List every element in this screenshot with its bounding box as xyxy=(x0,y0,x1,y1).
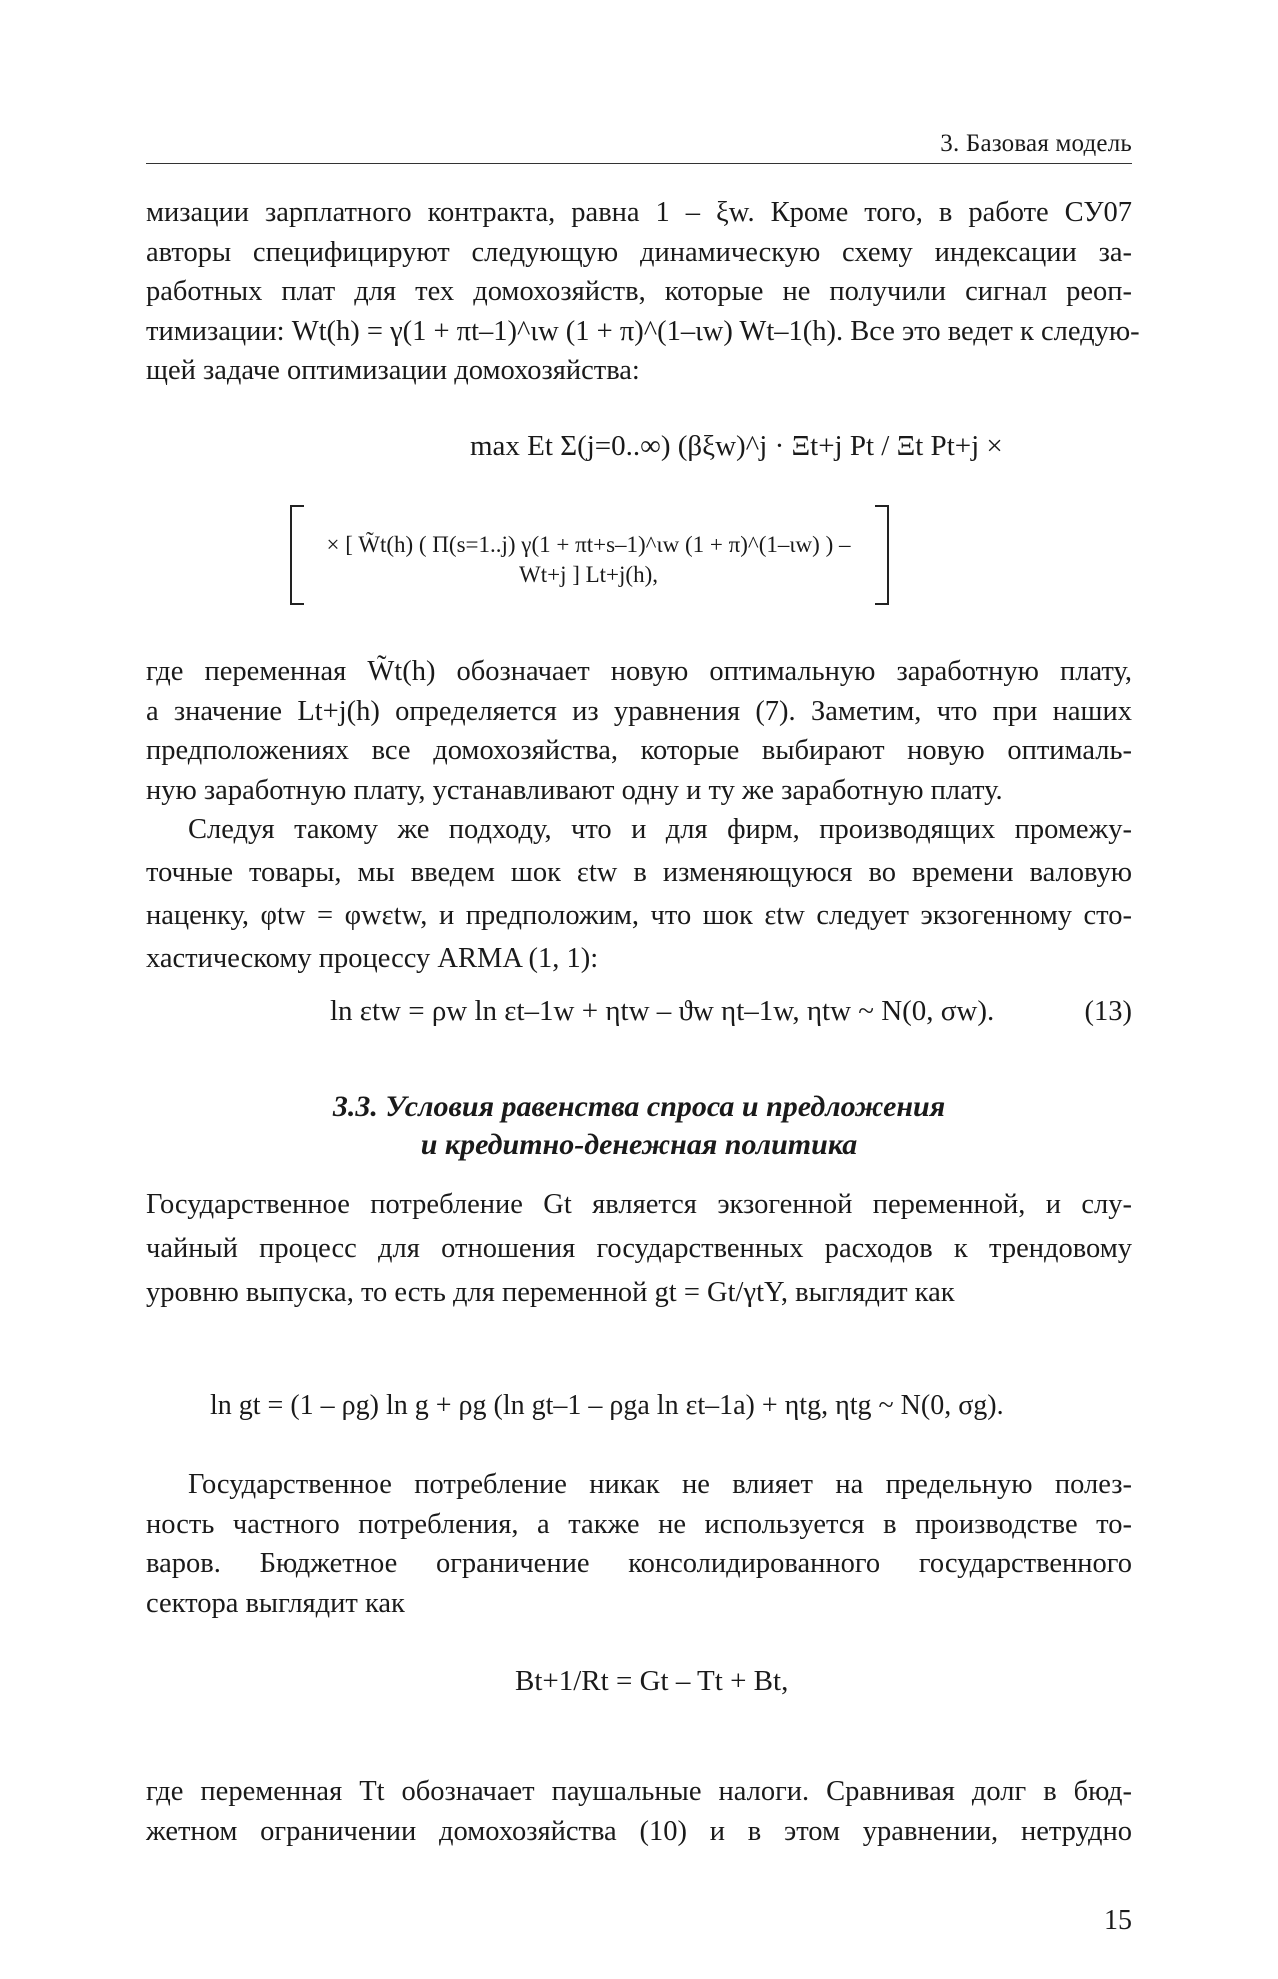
header-rule xyxy=(146,163,1132,164)
equation-budget-constraint: Bt+1/Rt = Gt – Tt + Bt, xyxy=(515,1665,789,1697)
text-line: хастическому процессу ARMA (1, 1): xyxy=(146,943,599,974)
paragraph-5 xyxy=(146,1465,1132,1623)
text-line: ность частного потребления, а также не используется в производстве то- xyxy=(146,1508,1132,1540)
equation-bracket-line: × [ W̃t(h) ( Π(s=1..j) γ(1 + πt+s–1)^ιw (1 + π)^(1–ιw) ) – Wt+j ] Lt+j(h), xyxy=(326,532,851,587)
text-line: чайный процесс для отношения государственных расходов к трендовому xyxy=(146,1233,1132,1264)
right-square-bracket xyxy=(875,505,889,605)
paragraph-6 xyxy=(146,1772,1132,1851)
left-square-bracket xyxy=(290,505,304,605)
paragraph-4 xyxy=(146,1183,1132,1315)
text-line: мизации зарплатного контракта, равна 1 – ξw. Кроме того, в работе СУ07 xyxy=(146,197,1132,228)
heading-line: 3.3. Условия равенства спроса и предложения xyxy=(332,1090,946,1123)
running-head: 3. Базовая модель xyxy=(940,130,1132,157)
equation-government-spending: ln gt = (1 – ρg) ln g + ρg (ln gt–1 – ρga ln εt–1a) + ηtg, ηtg ~ N(0, σg). xyxy=(210,1390,1004,1421)
text-line: Государственное потребление Gt является экзогенной переменной, и слу- xyxy=(146,1189,1132,1220)
text-line: предположениях все домохозяйства, которые выбирают новую оптималь- xyxy=(146,735,1132,766)
text-line: Следуя такому же подходу, что и для фирм, производящих промежу- xyxy=(188,814,1132,845)
text-line: сектора выглядит как xyxy=(146,1587,405,1619)
section-heading xyxy=(146,1088,1132,1164)
text-line: а значение Lt+j(h) определяется из уравнения (7). Заметим, что при наших xyxy=(146,695,1132,727)
text-line: авторы специфицируют следующую динамическую схему индексации за- xyxy=(146,236,1132,268)
equation-max-line: max Et Σ(j=0..∞) (βξw)^j · Ξt+j Pt / Ξt Pt+j × xyxy=(470,430,1003,462)
text-line: наценку, φtw = φwεtw, и предположим, что шок εtw следует экзогенному сто- xyxy=(146,900,1132,931)
paragraph-2 xyxy=(146,652,1132,810)
text-line: жетном ограничении домохозяйства (10) и в этом уравнении, нетрудно xyxy=(146,1815,1132,1847)
heading-line: и кредитно-денежная политика xyxy=(420,1128,858,1161)
page-number: 15 xyxy=(1104,1905,1132,1936)
paragraph-1 xyxy=(146,193,1140,391)
paragraph-3 xyxy=(146,808,1132,980)
text-line: варов. Бюджетное ограничение консолидированного государственного xyxy=(146,1548,1132,1579)
text-line: Государственное потребление никак не влияет на предельную полез- xyxy=(188,1469,1132,1500)
text-line: где переменная W̃t(h) обозначает новую оптимальную заработную плату, xyxy=(146,656,1132,687)
text-line: ную заработную плату, устанавливают одну и ту же заработную плату. xyxy=(146,774,1003,806)
text-line: тимизации: Wt(h) = γ(1 + πt–1)^ιw (1 + π)^(1–ιw) Wt–1(h). Все это ведет к следую- xyxy=(146,315,1140,347)
text-line: уровню выпуска, то есть для переменной gt = Gt/γtY, выглядит как xyxy=(146,1277,955,1308)
text-line: где переменная Tt обозначает паушальные налоги. Сравнивая долг в бюд- xyxy=(146,1776,1132,1807)
equation-number: (13) xyxy=(1084,996,1132,1027)
equation-13: ln εtw = ρw ln εt–1w + ηtw – ϑw ηt–1w, ηtw ~ N(0, σw). xyxy=(330,995,995,1027)
text-line: работных плат для тех домохозяйств, которые не получили сигнал реоп- xyxy=(146,276,1132,307)
text-line: щей задаче оптимизации домохозяйства: xyxy=(146,355,640,386)
text-line: точные товары, мы введем шок εtw в изменяющуюся во времени валовую xyxy=(146,857,1132,888)
